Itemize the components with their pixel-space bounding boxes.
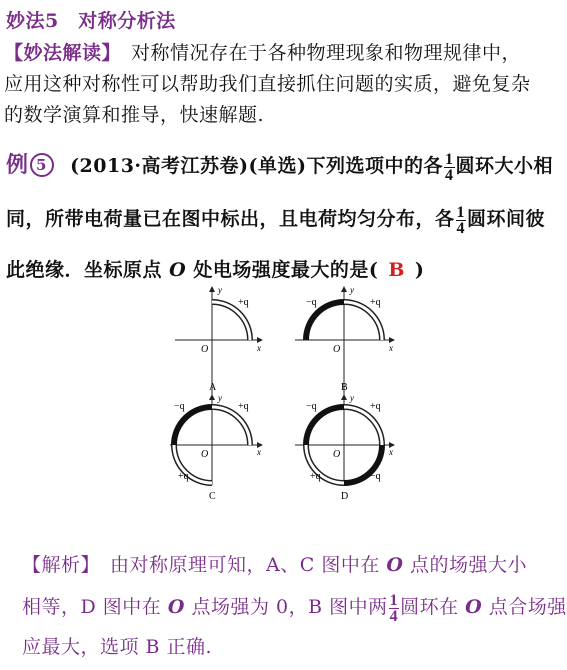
fig-b-y-label: y	[350, 285, 354, 295]
figure-panel	[0, 285, 550, 535]
fig-d-minus-bottom: −q	[370, 471, 381, 482]
fig-c-plus-bottom: +q	[178, 471, 189, 482]
example-text-1a: (2013·高考江苏卷)(单选)下列选项中的各	[70, 155, 444, 177]
fig-d-plus-bottom: +q	[310, 471, 321, 482]
intro-line-1	[4, 38, 521, 65]
fig-b-minus: −q	[306, 297, 317, 308]
fig-a-origin: O	[201, 344, 209, 355]
fig-d-origin: O	[333, 449, 341, 460]
fig-d-x-label: x	[389, 447, 393, 457]
quarter-fraction: $\frac{1}{4}$	[389, 591, 399, 625]
analysis-origin-1: O	[386, 554, 404, 576]
analysis-origin-2: O	[167, 596, 185, 618]
intro-text-1: 对称情况存在于各种物理现象和物理规律中，	[111, 42, 522, 64]
origin-symbol: O	[169, 259, 187, 281]
analysis-line-2	[22, 592, 567, 624]
fig-d-minus-top: −q	[306, 401, 317, 412]
fig-c-minus: −q	[174, 401, 185, 412]
fig-c-plus-top: +q	[238, 401, 249, 412]
fig-d-label: D	[341, 491, 349, 502]
example-text-2a: 同，所带电荷量已在图中标出，且电荷均匀分布，各	[6, 208, 455, 230]
fig-a-x-label: x	[257, 343, 261, 353]
figure-b	[295, 285, 394, 395]
quarter-fraction: $\frac{1}{4}$	[445, 150, 454, 184]
fig-a-charge: +q	[238, 297, 249, 308]
quarter-fraction: $\frac{1}{4}$	[456, 203, 466, 237]
intro-line-3: 的数学演算和推导，快速解题.	[4, 104, 265, 126]
fig-c-x-label: x	[257, 447, 261, 457]
fig-a-y-label: y	[218, 285, 222, 295]
example-number: 5	[30, 153, 54, 177]
example-text-1b: 圆环大小相	[455, 155, 554, 177]
fig-c-label: C	[209, 491, 216, 502]
intro-line-2: 应用这种对称性可以帮助我们直接抓住问题的实质，避免复杂	[4, 73, 531, 95]
analysis-line-3: 应最大，选项 B 正确.	[22, 636, 213, 658]
example-line-2	[6, 204, 545, 236]
example-line-1	[6, 148, 553, 183]
fig-d-plus-top: +q	[370, 401, 381, 412]
analysis-text-2d: 点合场强	[488, 596, 567, 618]
fig-d-y-label: y	[350, 393, 354, 403]
example-text-3a: 此绝缘．坐标原点	[6, 259, 163, 281]
analysis-origin-3: O	[465, 596, 483, 618]
example-text-3b: 处电场强度最大的是(	[193, 259, 379, 281]
analysis-text-2b: 点场强为 0，B 图中两	[191, 596, 388, 618]
analysis-text-1a: 由对称原理可知，A、C 图中在	[90, 554, 380, 576]
answer-letter: B	[388, 259, 405, 281]
intro-tag: 【妙法解读】	[4, 42, 112, 64]
analysis-line-1	[22, 550, 527, 577]
analysis-text-1b: 点的场强大小	[409, 554, 527, 576]
analysis-text-2a: 相等，D 图中在	[22, 596, 162, 618]
example-text-2b: 圆环间彼	[467, 208, 546, 230]
example-line-3	[6, 255, 424, 282]
figure-c	[170, 393, 262, 502]
page-title: 妙法5 对称分析法	[6, 10, 176, 32]
example-text-3c: )	[414, 259, 425, 281]
analysis-tag: 【解析】	[22, 554, 91, 576]
fig-b-plus: +q	[370, 297, 381, 308]
example-label: 例	[6, 152, 29, 178]
fig-b-origin: O	[333, 344, 341, 355]
fig-b-label: B	[341, 382, 348, 393]
fig-a-label: A	[209, 382, 217, 393]
fig-c-y-label: y	[218, 393, 222, 403]
fig-b-x-label: x	[389, 343, 393, 353]
figure-d	[295, 393, 394, 502]
figure-a	[175, 285, 262, 395]
analysis-text-2c: 圆环在	[400, 596, 459, 618]
fig-c-origin: O	[201, 449, 209, 460]
